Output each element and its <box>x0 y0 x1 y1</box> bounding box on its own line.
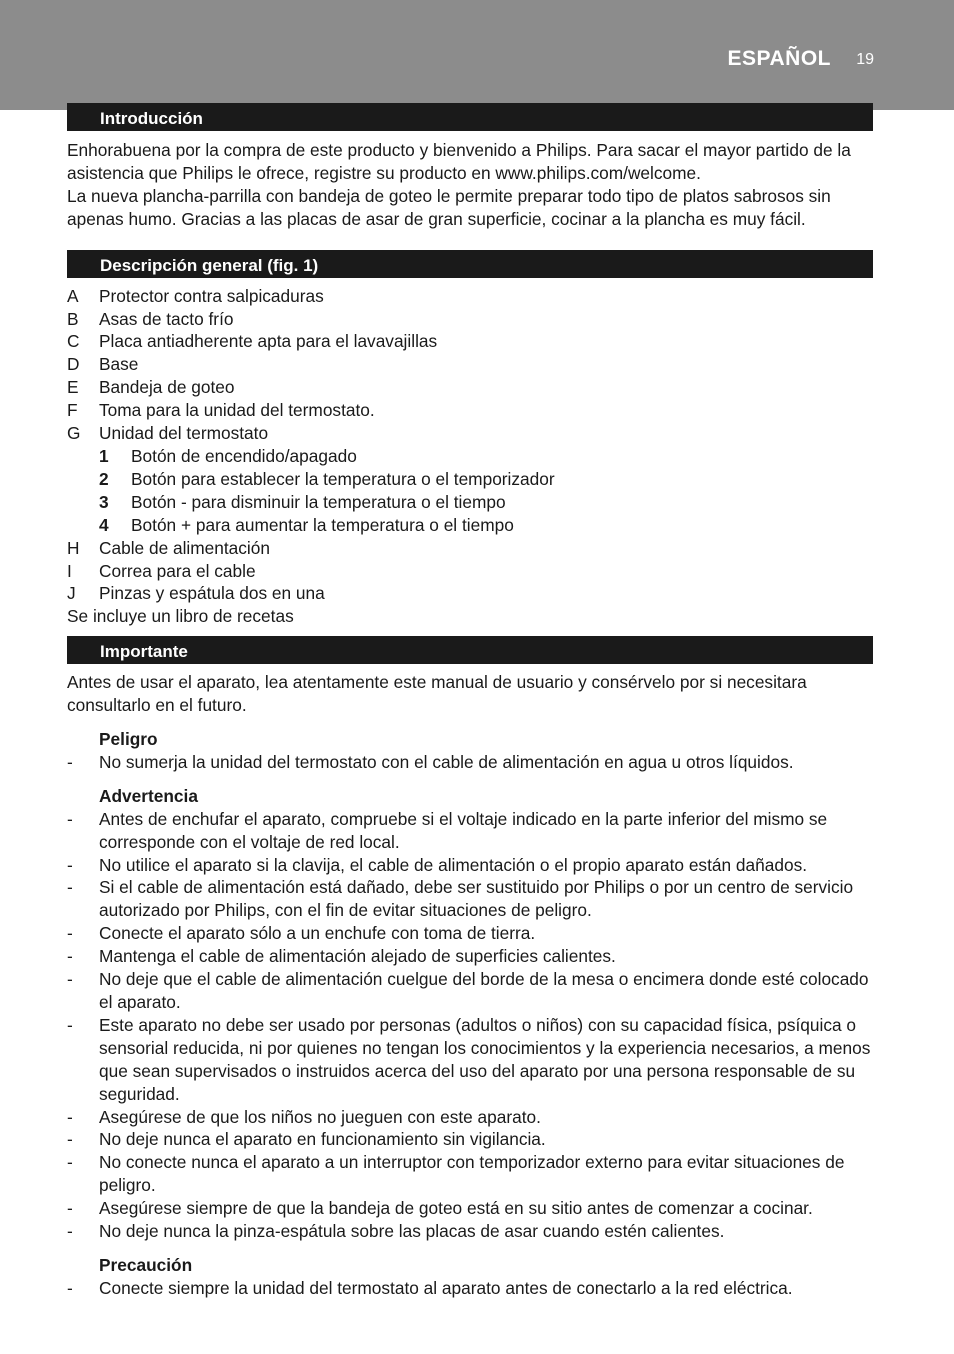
item-text: Correa para el cable <box>99 560 256 581</box>
item-key: G <box>67 423 81 444</box>
item-text: Asas de tacto frío <box>99 308 234 329</box>
warning-item <box>67 922 873 945</box>
warning-item <box>67 854 873 877</box>
overview-subitem <box>67 445 873 468</box>
item-text: Placa antiadherente apta para el lavavajillas <box>99 331 438 352</box>
subitem-key: 1 <box>99 445 109 466</box>
section-title-important: Importante <box>67 636 873 664</box>
item-text: Cable de alimentación <box>99 537 270 558</box>
bullet-dash: - <box>67 808 73 829</box>
subitem-key: 2 <box>99 468 109 489</box>
subitem-text: Botón de encendido/apagado <box>131 445 357 466</box>
header-band <box>0 0 954 110</box>
bullet-dash: - <box>67 1014 73 1035</box>
language-label: ESPAÑOL <box>727 47 831 70</box>
bullet-dash: - <box>67 1129 73 1150</box>
warning-heading: Advertencia <box>99 785 198 806</box>
warning-item <box>67 968 873 1014</box>
bullet-text: No deje nunca la pinza-espátula sobre las placas de asar cuando estén calientes. <box>99 1221 725 1242</box>
bullet-dash: - <box>67 946 73 967</box>
item-text: Protector contra salpicaduras <box>99 285 324 306</box>
bullet-dash: - <box>67 1221 73 1242</box>
bullet-dash: - <box>67 1106 73 1127</box>
overview-item <box>67 330 873 353</box>
caution-heading: Precaución <box>99 1254 193 1275</box>
overview-subitem <box>67 514 873 537</box>
section-title-intro: Introducción <box>67 103 873 131</box>
bullet-dash: - <box>67 923 73 944</box>
overview-item <box>67 537 873 560</box>
warning-item <box>67 876 873 922</box>
intro-paragraph: La nueva plancha-parrilla con bandeja de goteo le permite preparar todo tipo de platos sabrosos sin apenas humo. Gracias a las placas de asar de gran superficie, cocinar a la plancha es muy fácil. <box>67 185 831 229</box>
bullet-text: No utilice el aparato si la clavija, el cable de alimentación o el propio aparato están dañados. <box>99 854 808 875</box>
item-key: F <box>67 400 78 421</box>
bullet-dash: - <box>67 1198 73 1219</box>
page-number: 19 <box>856 51 874 68</box>
bullet-dash: - <box>67 1152 73 1173</box>
item-text: Pinzas y espátula dos en una <box>99 583 325 604</box>
page-content <box>67 103 873 1300</box>
subitem-text: Botón para establecer la temperatura o el temporizador <box>131 468 555 489</box>
bullet-text: No sumerja la unidad del termostato con el cable de alimentación en agua u otros líquidos. <box>99 751 794 772</box>
bullet-text: Antes de enchufar el aparato, compruebe si el voltaje indicado en la parte inferior del mismo se corresponde con el voltaje de red local. <box>99 808 828 852</box>
section-title-overview: Descripción general (fig. 1) <box>67 250 873 278</box>
bullet-text: Asegúrese de que los niños no jueguen con este aparato. <box>99 1106 541 1127</box>
item-key: B <box>67 308 79 329</box>
intro-paragraph: Enhorabuena por la compra de este producto y bienvenido a Philips. Para sacar el mayor partido de la asistencia que Philips le ofrece, registre su producto en www.philips.com/welcome. <box>67 140 851 183</box>
warning-item <box>67 1151 873 1197</box>
overview-item <box>67 422 873 445</box>
warning-item <box>67 1220 873 1243</box>
bullet-text: Mantenga el cable de alimentación alejado de superficies calientes. <box>99 946 616 967</box>
overview-item <box>67 399 873 422</box>
item-text: Toma para la unidad del termostato. <box>99 400 375 421</box>
warning-item <box>67 945 873 968</box>
warning-item <box>67 1197 873 1220</box>
overview-item <box>67 353 873 376</box>
bullet-text: No conecte nunca el aparato a un interruptor con temporizador externo para evitar situaciones de peligro. <box>99 1152 845 1196</box>
bullet-dash: - <box>67 877 73 898</box>
item-text: Unidad del termostato <box>99 423 269 444</box>
overview-item <box>67 560 873 583</box>
caution-item <box>67 1277 873 1300</box>
item-key: J <box>67 583 76 604</box>
overview-item <box>67 582 873 605</box>
bullet-text: Este aparato no debe ser usado por personas (adultos o niños) con su capacidad física, psíquica o sensorial reducida, ni por quienes no tengan los conocimientos y la experiencia necesarios, a menos que sean supervisados o instruidos acerca del uso del aparato por una persona responsable de su seguridad. <box>99 1014 871 1104</box>
bullet-dash: - <box>67 969 73 990</box>
warning-item <box>67 1106 873 1129</box>
subitem-key: 3 <box>99 491 109 512</box>
bullet-text: Conecte el aparato sólo a un enchufe con toma de tierra. <box>99 923 536 944</box>
item-key: E <box>67 377 79 398</box>
overview-item <box>67 376 873 399</box>
danger-item <box>67 751 873 774</box>
bullet-text: Asegúrese siempre de que la bandeja de goteo está en su sitio antes de comenzar a cocinar. <box>99 1198 813 1219</box>
bullet-dash: - <box>67 751 73 772</box>
overview-subitem <box>67 491 873 514</box>
item-text: Bandeja de goteo <box>99 377 235 398</box>
item-text: Base <box>99 354 139 375</box>
warning-item <box>67 1128 873 1151</box>
item-key: H <box>67 537 80 558</box>
danger-heading: Peligro <box>99 729 158 750</box>
item-key: C <box>67 331 80 352</box>
warning-item <box>67 808 873 854</box>
subitem-text: Botón + para aumentar la temperatura o el tiempo <box>131 514 514 535</box>
item-key: A <box>67 285 79 306</box>
subitem-text: Botón - para disminuir la temperatura o el tiempo <box>131 491 506 512</box>
bullet-dash: - <box>67 854 73 875</box>
item-key: I <box>67 560 72 581</box>
overview-item <box>67 285 873 308</box>
bullet-dash: - <box>67 1277 73 1298</box>
important-intro: Antes de usar el aparato, lea atentamente este manual de usuario y consérvelo por si necesitara consultarlo en el futuro. <box>67 672 807 716</box>
item-key: D <box>67 354 80 375</box>
overview-item <box>67 308 873 331</box>
recipe-note: Se incluye un libro de recetas <box>67 606 294 627</box>
bullet-text: Si el cable de alimentación está dañado, debe ser sustituido por Philips o por un centro de servicio autorizado por Philips, con el fin de evitar situaciones de peligro. <box>99 877 854 921</box>
bullet-text: No deje que el cable de alimentación cuelgue del borde de la mesa o encimera donde esté colocado el aparato. <box>99 969 869 1012</box>
subitem-key: 4 <box>99 514 109 535</box>
overview-subitem <box>67 468 873 491</box>
warning-item <box>67 1014 873 1106</box>
bullet-text: Conecte siempre la unidad del termostato al aparato antes de conectarlo a la red eléctrica. <box>99 1277 793 1298</box>
bullet-text: No deje nunca el aparato en funcionamiento sin vigilancia. <box>99 1129 546 1150</box>
